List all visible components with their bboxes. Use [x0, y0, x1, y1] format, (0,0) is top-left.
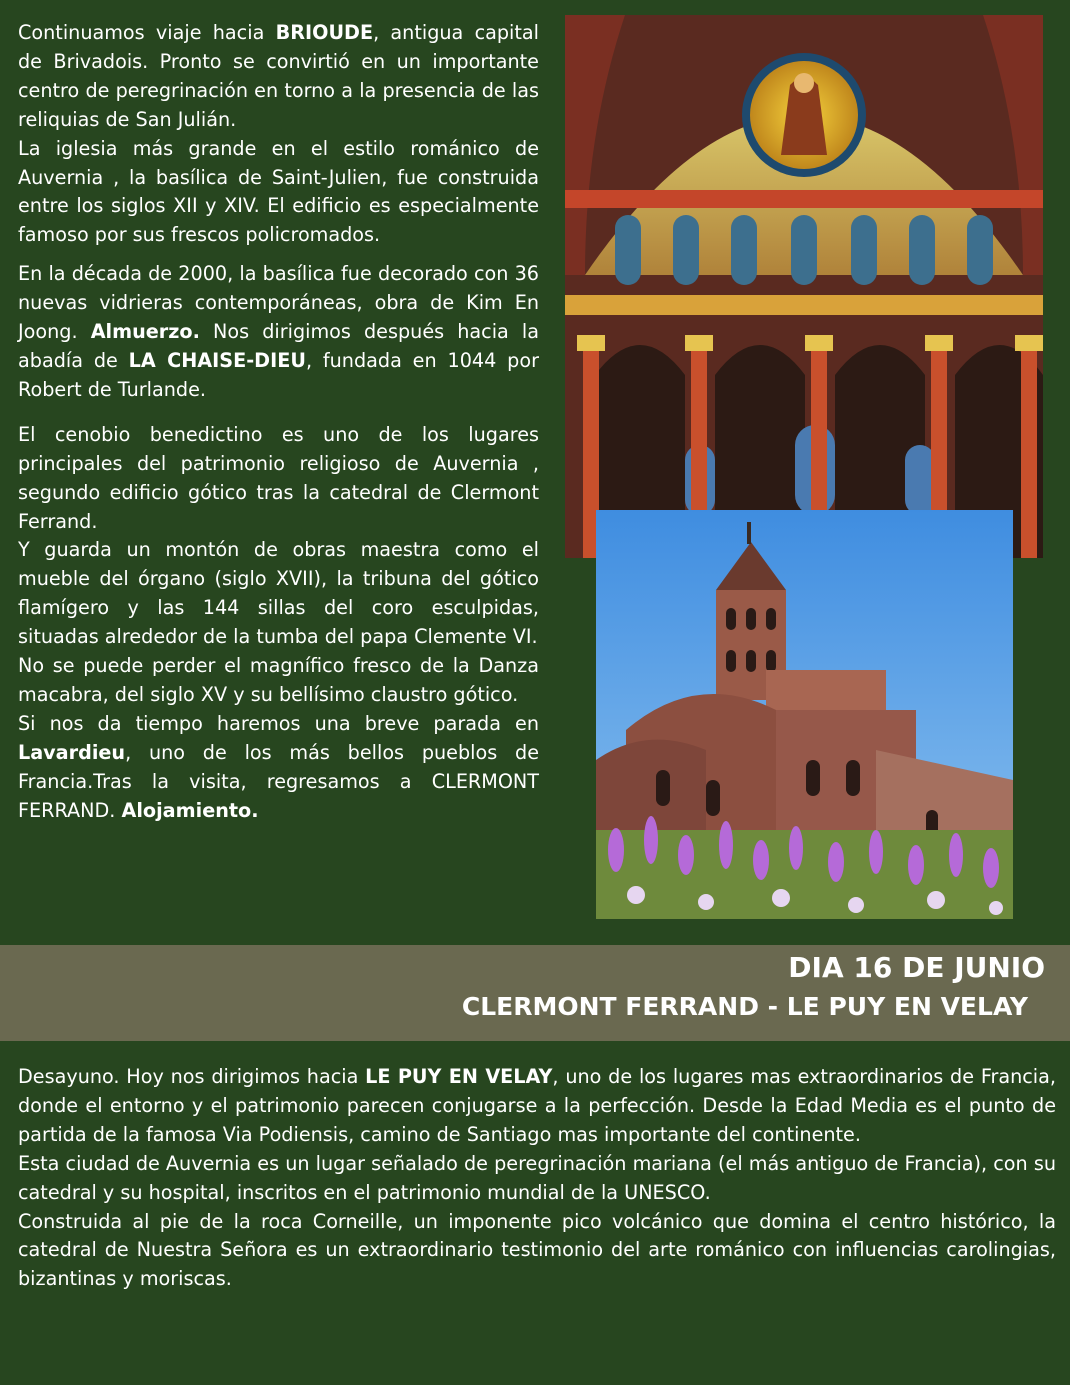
day-title: DIA 16 DE JUNIO — [788, 951, 1045, 984]
paragraph-le-puy: Desayuno. Hoy nos dirigimos hacia LE PUY EN VELAY, uno de los lugares mas extraordinarios de Francia, donde el entorno y el patrimonio parecen conjugarse a la perfección. Desde la Edad Media es el punto de partida de la famosa Via Podiensis, camino de Santiago mas importante del continente. — [18, 1065, 1056, 1146]
basilica-interior-photo — [565, 15, 1043, 558]
paragraph-basilica: La iglesia más grande en el estilo románico de Auvernia , la basílica de Saint-Julien, fue construida entre los siglos XII y XIV. El edificio es especialmente famoso por sus frescos policromados. — [18, 136, 539, 247]
paragraph-lavardieu: Si nos da tiempo haremos una breve parada en Lavardieu, uno de los más bellos pueblos de Francia.Tras la visita, regresamos a CLERMONT FERRAND. Alojamiento. — [18, 711, 539, 822]
left-text-column — [18, 19, 539, 825]
day-description — [18, 1063, 1056, 1294]
lodging-label: Alojamiento. — [121, 798, 259, 822]
paragraph-corneille: Construida al pie de la roca Corneille, un imponente pico volcánico que domina el centro histórico, la catedral de Nuestra Señora es un extraordinario testimonio del arte románico con influencias carolingias, bizantinas y moriscas. — [18, 1209, 1056, 1291]
paragraph-auvernia: Esta ciudad de Auvernia es un lugar señalado de peregrinación mariana (el más antiguo de Francia), con su catedral y su hospital, inscritos en el patrimonio mundial de la UNESCO. — [18, 1151, 1056, 1204]
basilica-exterior-photo — [596, 510, 1013, 919]
place-le-puy: LE PUY EN VELAY — [365, 1065, 553, 1088]
paragraph-danza: No se puede perder el magnífico fresco de la Danza macabra, del siglo XV y su bellísimo claustro gótico. — [18, 654, 539, 706]
paragraph-cenobio: El cenobio benedictino es uno de los lugares principales del patrimonio religioso de Auvernia , segundo edificio gótico tras la catedral de Clermont Ferrand. — [18, 422, 539, 533]
paragraph-brioude: Continuamos viaje hacia BRIOUDE, antigua capital de Brivadois. Pronto se convirtió en un importante centro de peregrinación en torno a la presencia de las reliquias de San Julián. — [18, 21, 539, 131]
day-route: CLERMONT FERRAND - LE PUY EN VELAY — [461, 992, 1028, 1021]
place-brioude: BRIOUDE — [275, 21, 374, 44]
day-banner — [0, 945, 1070, 1041]
paragraph-obras: Y guarda un montón de obras maestra como el mueble del órgano (siglo XVII), la tribuna del gótico flamígero y las 144 sillas del coro esculpidas, situadas alrededor de la tumba del papa Clemente VI. — [18, 538, 539, 649]
paragraph-vidrieras: En la década de 2000, la basílica fue decorado con 36 nuevas vidrieras contemporáneas, obra de Kim En Joong. Almuerzo. Nos dirigimos después hacia la abadía de LA CHAISE-DIEU, fundada en 1044 por Robert de Turlande. — [18, 262, 539, 401]
place-lavardieu: Lavardieu — [18, 740, 126, 764]
place-chaise-dieu: LA CHAISE-DIEU — [128, 348, 306, 372]
lunch-label: Almuerzo. — [90, 320, 200, 344]
